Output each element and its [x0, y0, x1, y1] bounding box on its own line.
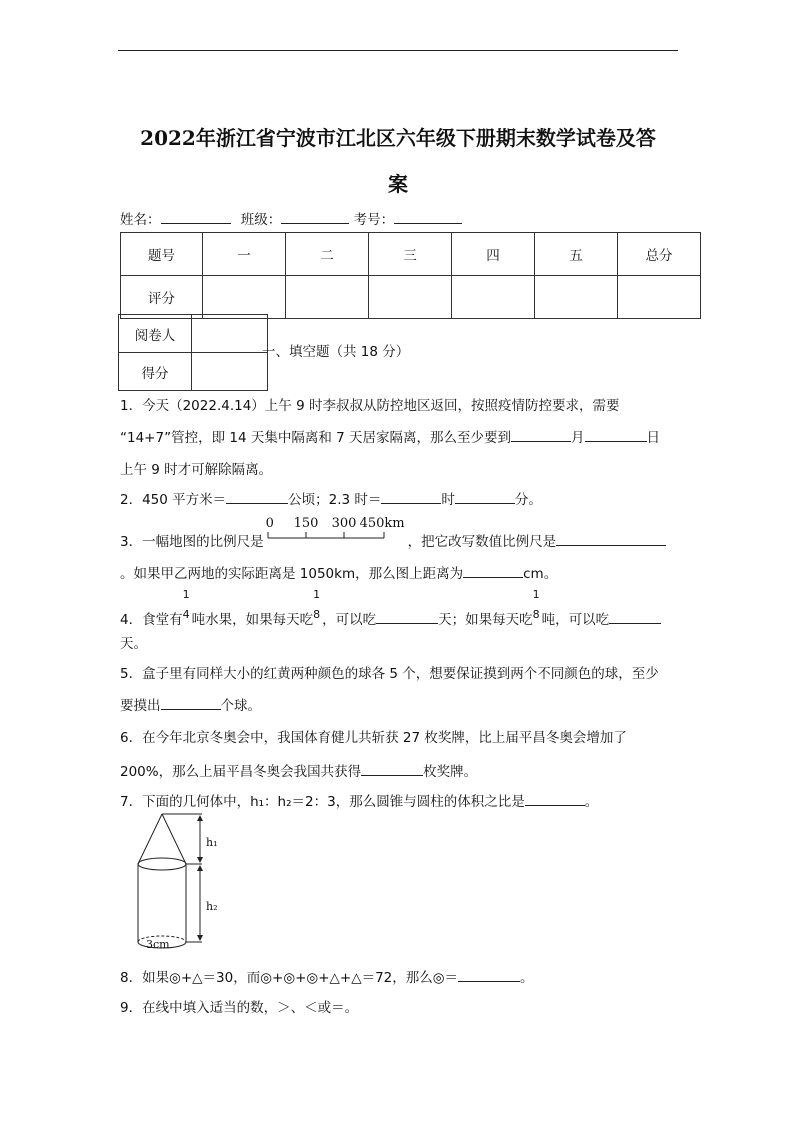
score-header-cell: 题号 [121, 233, 203, 276]
q3-text: ，把它改写数值比例尺是 [407, 534, 557, 550]
q3-blank-1[interactable] [556, 531, 666, 546]
score-header-cell: 三 [369, 233, 452, 276]
q6-blank[interactable] [361, 761, 423, 776]
score-cell[interactable] [286, 276, 369, 319]
cone-cylinder-figure [130, 812, 230, 956]
q3-line2 [120, 562, 557, 582]
fraction-one-eighth [532, 588, 542, 624]
score-header-cell: 四 [452, 233, 535, 276]
frac-den: 8 [313, 608, 321, 621]
q1-month-unit: 月 [571, 430, 585, 446]
q4-text: 吨，可以吃 [541, 612, 610, 628]
q4-blank-2[interactable] [609, 609, 661, 624]
h2-label: h₂ [206, 900, 218, 913]
q3-text: 3．一幅地图的比例尺是 [120, 534, 264, 550]
exam-no-label: 考号： [353, 212, 395, 228]
q1-line3: 上午 9 时才可解除隔离。 [120, 462, 273, 478]
page-title-line1: 2022年浙江省宁波市江北区六年级下册期末数学试卷及答 [140, 126, 656, 150]
q3-line1 [120, 516, 666, 550]
q5-line2 [120, 694, 261, 714]
diameter-label: 3cm [146, 938, 170, 951]
scale-bar-line [264, 530, 408, 544]
q4-line2: 天。 [120, 636, 147, 652]
q8 [120, 966, 534, 986]
q5-text: 要摸出 [120, 698, 161, 714]
fraction-one-quarter [182, 588, 192, 624]
q4-line1 [120, 588, 661, 628]
q5-line1: 5．盒子里有同样大小的红黄两种颜色的球各 5 个，想要保证摸到两个不同颜色的球，至少 [120, 666, 659, 682]
q2-text: 公顷；2.3 时＝ [288, 492, 382, 508]
q6-text: 枚奖牌。 [423, 764, 478, 780]
q1-line1: 1．今天（2022.4.14）上午 9 时李叔叔从防控地区返回，按照疫情防控要求，需要 [120, 398, 620, 414]
name-blank[interactable] [161, 209, 231, 224]
q7-blank[interactable] [525, 791, 585, 806]
q3-text: 。如果甲乙两地的实际距离是 1050km，那么图上距离为 [120, 566, 464, 582]
q1-day-unit: 日 [646, 430, 660, 446]
q7-text: 7．下面的几何体中，h₁：h₂＝2：3，那么圆锥与圆柱的体积之比是 [120, 794, 525, 810]
score-label: 得分 [119, 353, 192, 391]
q9: 9．在线中填入适当的数，＞、＜或＝。 [120, 1000, 359, 1016]
line-scale-bar [264, 516, 408, 546]
score-cell[interactable] [452, 276, 535, 319]
q6-text: 200%，那么上届平昌冬奥会我国共获得 [120, 764, 362, 780]
q2-text: 2．450 平方米＝ [120, 492, 227, 508]
class-blank[interactable] [281, 209, 349, 224]
h1-label: h₁ [206, 836, 218, 849]
score-header-cell: 一 [203, 233, 286, 276]
score-cell[interactable] [203, 276, 286, 319]
score-header-cell: 二 [286, 233, 369, 276]
frac-den: 8 [532, 608, 540, 621]
scale-label: 0 [265, 516, 274, 531]
q5-text: 个球。 [220, 698, 261, 714]
header-rule [118, 50, 678, 51]
score-value-row [121, 276, 701, 319]
fraction-one-eighth [313, 588, 322, 624]
cone-cylinder-drawing [130, 812, 230, 956]
q2-blank-1[interactable] [226, 489, 288, 504]
score-header-cell: 总分 [618, 233, 701, 276]
q6-line1: 6．在今年北京冬奥会中，我国体育健儿共斩获 27 枚奖牌，比上届平昌冬奥会增加了 [120, 730, 627, 746]
score-row-label: 评分 [121, 276, 203, 319]
score-cell[interactable] [369, 276, 452, 319]
frac-num: 1 [532, 588, 540, 601]
q2-blank-3[interactable] [455, 489, 515, 504]
reader-table [118, 314, 268, 391]
scale-label: 150 [293, 516, 319, 531]
scale-label: 450km [359, 516, 405, 531]
q2-text: 时 [441, 492, 455, 508]
class-label: 班级： [240, 212, 282, 228]
page-title-line2: 案 [388, 172, 408, 196]
q4-text: 天；如果每天吃 [438, 612, 533, 628]
q4-text: 吨水果，如果每天吃 [191, 612, 314, 628]
q1-line2 [120, 426, 660, 446]
score-cell[interactable] [535, 276, 618, 319]
student-info [120, 208, 462, 228]
frac-den: 4 [182, 608, 190, 621]
q7 [120, 790, 598, 810]
frac-num: 1 [313, 588, 321, 601]
score-header-row [121, 233, 701, 276]
q7-text: 。 [584, 794, 599, 810]
q4-text: ，可以吃 [322, 612, 377, 628]
score-table [120, 232, 701, 319]
q8-blank[interactable] [458, 967, 520, 982]
q2-blank-2[interactable] [381, 489, 441, 504]
name-label: 姓名： [120, 212, 161, 228]
reader-score-cell[interactable] [192, 353, 268, 391]
q8-text: 8．如果◎+△＝30，而◎+◎+◎+△+△＝72，那么◎＝ [120, 970, 459, 986]
reader-label: 阅卷人 [119, 315, 192, 353]
q5-blank[interactable] [161, 695, 221, 710]
q1-text: “14+7”管控，即 14 天集中隔离和 7 天居家隔离，那么至少要到 [120, 430, 511, 446]
frac-num: 1 [182, 588, 190, 601]
score-header-cell: 五 [535, 233, 618, 276]
score-cell[interactable] [618, 276, 701, 319]
exam-no-blank[interactable] [394, 209, 462, 224]
q4-text: 4．食堂有 [120, 612, 183, 628]
section-heading: 一、填空题（共 18 分） [262, 344, 410, 360]
q2 [120, 488, 542, 508]
q4-blank-1[interactable] [376, 609, 438, 624]
reader-cell[interactable] [192, 315, 268, 353]
scale-label: 300 [331, 516, 357, 531]
q8-text: 。 [520, 970, 534, 986]
q1-day-blank[interactable] [585, 427, 647, 442]
q6-line2 [120, 760, 477, 780]
q3-blank-2[interactable] [463, 563, 523, 578]
q3-text: cm。 [523, 566, 558, 582]
q2-text: 分。 [514, 492, 542, 508]
q1-month-blank[interactable] [511, 427, 571, 442]
